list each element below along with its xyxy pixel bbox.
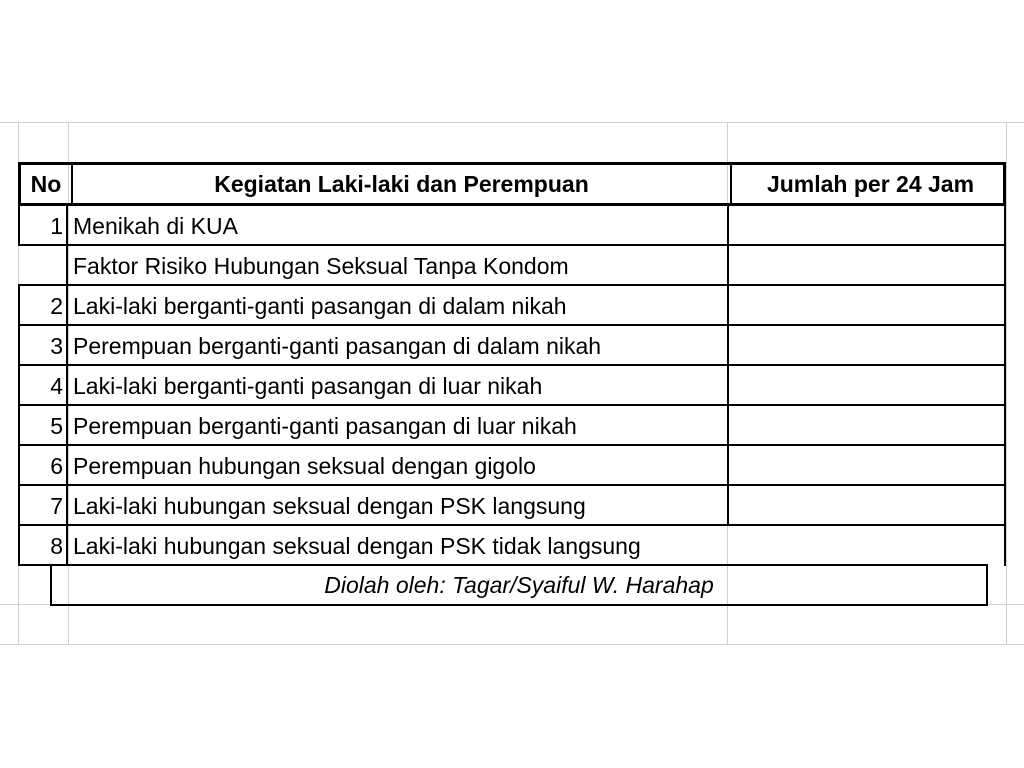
table-row (18, 246, 1006, 286)
header-activity[interactable]: Kegiatan Laki-laki dan Perempuan (71, 165, 730, 203)
table-row (18, 526, 1006, 566)
gridline (0, 644, 1024, 645)
row-per24[interactable] (727, 366, 1006, 406)
row-no[interactable]: 6 (18, 446, 68, 486)
row-per24[interactable] (727, 526, 1006, 566)
row-activity[interactable]: Perempuan berganti-ganti pasangan di luar nikah (73, 413, 577, 439)
row-activity[interactable]: Menikah di KUA (73, 213, 238, 239)
row-per24[interactable] (727, 286, 1006, 326)
row-no[interactable]: 5 (18, 406, 68, 446)
row-no[interactable]: 8 (18, 526, 68, 566)
gridline (0, 122, 1024, 123)
table-row (18, 406, 1006, 446)
table-header-row (18, 162, 1006, 206)
row-activity[interactable]: Perempuan berganti-ganti pasangan di dalam nikah (73, 333, 602, 359)
row-per24[interactable] (727, 206, 1006, 246)
table-row (18, 206, 1006, 246)
row-no[interactable]: 1 (18, 206, 68, 246)
row-per24[interactable] (727, 486, 1006, 526)
row-activity[interactable]: Perempuan hubungan seksual dengan gigolo (73, 453, 536, 479)
header-per24[interactable]: Jumlah per 24 Jam (730, 165, 1009, 203)
table-row (18, 366, 1006, 406)
row-no[interactable]: 3 (18, 326, 68, 366)
row-no[interactable]: 7 (18, 486, 68, 526)
row-no[interactable]: 2 (18, 286, 68, 326)
row-activity[interactable]: Laki-laki berganti-ganti pasangan di luar nikah (73, 373, 543, 399)
row-per24[interactable] (727, 246, 1006, 286)
row-per24[interactable] (727, 326, 1006, 366)
row-activity[interactable]: Laki-laki berganti-ganti pasangan di dalam nikah (73, 293, 567, 319)
credit-note[interactable]: Diolah oleh: Tagar/Syaiful W. Harahap (50, 564, 988, 606)
table-row (18, 326, 1006, 366)
table-row (18, 446, 1006, 486)
table-row (18, 486, 1006, 526)
row-per24[interactable] (727, 406, 1006, 446)
row-per24[interactable] (727, 446, 1006, 486)
row-activity[interactable]: Laki-laki hubungan seksual dengan PSK langsung (73, 493, 586, 519)
row-activity[interactable]: Laki-laki hubungan seksual dengan PSK tidak langsung (73, 533, 641, 559)
table-row (18, 286, 1006, 326)
row-no[interactable] (18, 246, 68, 286)
row-activity[interactable]: Faktor Risiko Hubungan Seksual Tanpa Kondom (73, 253, 569, 279)
header-no[interactable]: No (30, 171, 62, 197)
row-no[interactable]: 4 (18, 366, 68, 406)
